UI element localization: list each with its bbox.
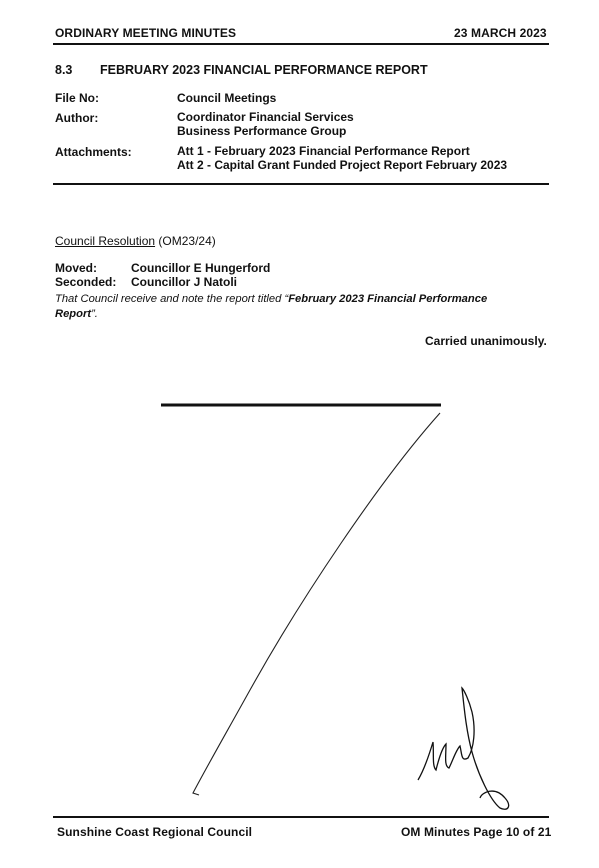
author-line-1: Coordinator Financial Services [177, 110, 354, 124]
resolution-ref: (OM23/24) [158, 234, 216, 248]
carried-status: Carried unanimously. [425, 334, 547, 348]
attachments-label: Attachments: [55, 145, 132, 159]
moved-label: Moved: [55, 261, 97, 275]
resolution-heading: Council Resolution [55, 234, 156, 248]
author-label: Author: [55, 111, 99, 125]
resolution-report-title: February 2023 Financial Performance Report [55, 293, 488, 320]
footer-page-number: OM Minutes Page 10 of 21 [401, 825, 552, 839]
item-number: 8.3 [55, 63, 73, 77]
document-header-date: 23 MARCH 2023 [454, 26, 547, 40]
seconded-value: Councillor J Natoli [131, 275, 238, 289]
file-no-label: File No: [55, 91, 99, 105]
footer-rule [53, 816, 549, 818]
attachment-2: Att 2 - Capital Grant Funded Project Report February 2023 [177, 158, 508, 172]
footer-council-name: Sunshine Coast Regional Council [57, 825, 253, 839]
resolution-text-suffix: ”. [91, 308, 98, 320]
resolution-text-prefix: That Council receive and note the report titled “ [55, 293, 289, 305]
attachment-1: Att 1 - February 2023 Financial Performance Report [177, 144, 470, 158]
document-header-title: ORDINARY MEETING MINUTES [55, 26, 237, 40]
seconded-label: Seconded: [55, 275, 117, 289]
strike-diagonal-line [193, 413, 440, 795]
file-no-value: Council Meetings [177, 91, 277, 105]
moved-value: Councillor E Hungerford [131, 261, 271, 275]
item-title: FEBRUARY 2023 FINANCIAL PERFORMANCE REPORT [100, 63, 428, 77]
signature-initials [418, 688, 509, 809]
author-line-2: Business Performance Group [177, 124, 347, 138]
